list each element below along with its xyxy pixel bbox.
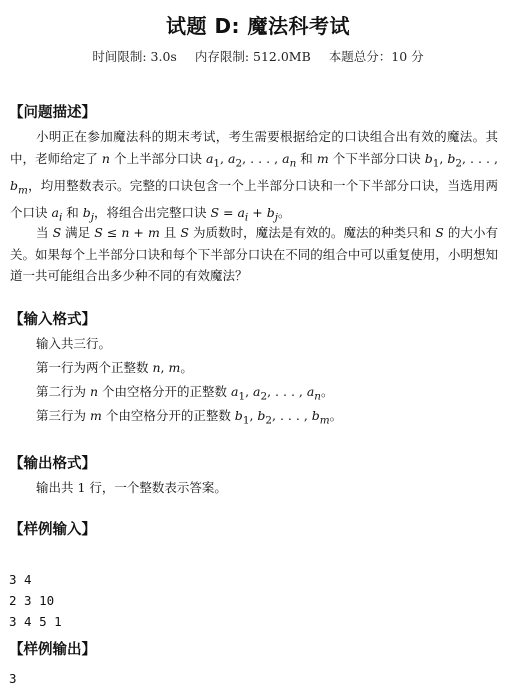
output-line-1: 输出共 1 行，一个整数表示答案。	[36, 480, 227, 495]
total-score: 本题总分：10 分	[328, 49, 424, 64]
sample-input-line: 3 4 5 1	[9, 614, 62, 629]
sample-output-block	[9, 668, 17, 689]
sample-input-heading: 【样例输入】	[9, 522, 96, 538]
input-line-2: 第一行为两个正整数 n, m。	[36, 360, 193, 375]
output-format-heading: 【输出格式】	[9, 456, 96, 472]
input-line-4: 第三行为 m 个由空格分开的正整数 $b_1$, $b_2$, . . . , $b_m$。	[36, 408, 343, 427]
sample-output-line: 3	[9, 671, 17, 686]
sample-output-heading: 【样例输出】	[9, 642, 96, 658]
sample-input-line: 3 4	[9, 572, 32, 587]
problem-title: 试题 D: 魔法科考试	[165, 14, 351, 38]
input-line-1: 输入共三行。	[36, 336, 112, 351]
description-paragraph-2: 当 S 满足 S ≤ n + m 且 S 为质数时，魔法是有效的。魔法的种类只和 S 的大小有关。如果每个上半部分口诀和每个下半部分口诀在不同的组合中可以重复使用，小明想知道一共可能组合出多少种不同的有效魔法？	[10, 225, 499, 283]
input-format-heading: 【输入格式】	[9, 312, 96, 328]
problem-meta	[0, 47, 516, 65]
sample-input-line: 2 3 10	[9, 593, 55, 608]
input-line-3: 第二行为 n 个由空格分开的正整数 $a_1$, $a_2$, . . . , $a_n$。	[36, 384, 334, 403]
memory-limit: 内存限制: 512.0MB	[194, 49, 311, 64]
time-limit: 时间限制: 3.0s	[92, 49, 177, 64]
description-paragraph-1: 小明正在参加魔法科的期末考试，考生需要根据给定的口诀组合出有效的魔法。其中，老师给定了 n 个上半部分口诀 $a_1$, $a_2$, . . . , $a_n$ 和 m 个下半部分口诀 $b_1$, $b_2$, . . . , $b_m$，均用整数表示。完整的口诀包含一个上半部分口诀和一个下半部分口诀，当选用两个口诀 $a_i$ 和 $b_j$，将组合出完整口诀 $S = a_i + b_j$。	[10, 129, 498, 223]
description-heading: 【问题描述】	[9, 105, 96, 121]
sample-input-block	[9, 548, 62, 632]
